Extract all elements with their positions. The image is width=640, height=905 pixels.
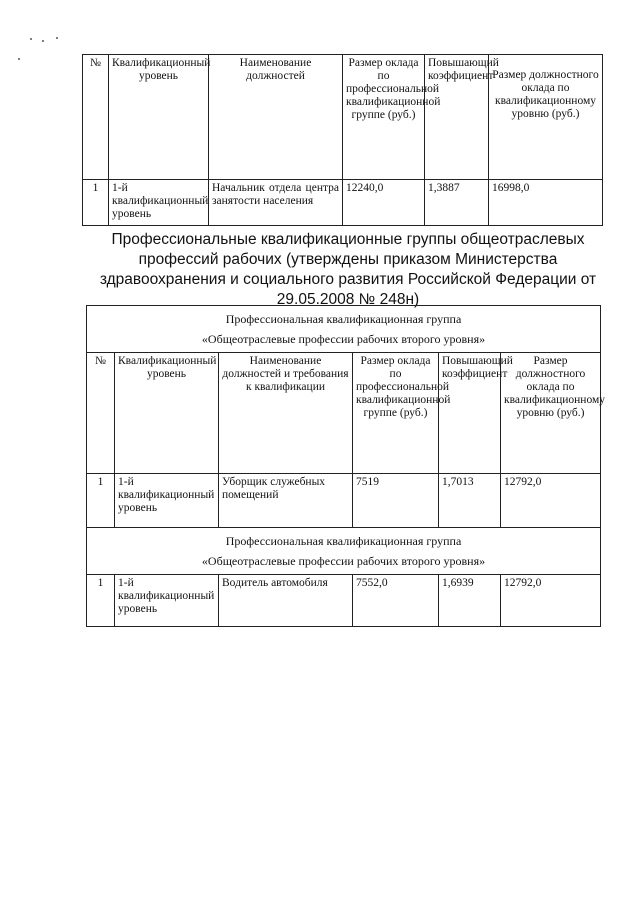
group-title-line1: Профессиональная квалификационная группа (225, 534, 462, 548)
cell-level: 1-й квалификационный уровень (115, 575, 219, 627)
scan-speck (42, 40, 44, 42)
cell-total: 16998,0 (489, 180, 603, 226)
cell-num: 1 (87, 575, 115, 627)
group-title (87, 306, 601, 353)
section-heading: Профессиональные квалификационные группы общеотраслевых профессий рабочих (утверждены приказом Министерства здравоохранения и социального развития Российской Федерации от 29.05.2008 № 248н) (99, 231, 597, 308)
cell-num: 1 (83, 180, 109, 226)
header-num: № (83, 55, 109, 180)
header-position: Наименование должностей (209, 55, 343, 180)
header-total: Размер должностного оклада по квалификационному уровню (руб.) (501, 353, 601, 474)
header-total: Размер должностного оклада по квалификационному уровню (руб.) (489, 55, 603, 180)
table-header-row (83, 55, 603, 180)
cell-coef: 1,7013 (439, 474, 501, 528)
cell-position: Уборщик служебных помещений (219, 474, 353, 528)
cell-coef: 1,3887 (425, 180, 489, 226)
header-coef: Повышающий коэффициент (439, 353, 501, 474)
salary-table-1 (82, 54, 603, 226)
header-salary: Размер оклада по профессиональной квалификационной группе (руб.) (353, 353, 439, 474)
table-row (83, 180, 603, 226)
cell-num: 1 (87, 474, 115, 528)
header-num: № (87, 353, 115, 474)
table-row (87, 474, 601, 528)
table-row (87, 575, 601, 627)
cell-total: 12792,0 (501, 575, 601, 627)
header-level: Квалификационный уровень (109, 55, 209, 180)
cell-salary: 7552,0 (353, 575, 439, 627)
group-title (87, 528, 601, 575)
cell-level: 1-й квалификационный уровень (115, 474, 219, 528)
scan-speck (18, 58, 20, 60)
salary-table-2 (86, 305, 606, 627)
group-title-row (87, 306, 601, 353)
cell-salary: 12240,0 (343, 180, 425, 226)
cell-level: 1-й квалификационный уровень (109, 180, 209, 226)
header-coef: Повышающий коэффициент (425, 55, 489, 180)
group-title-line1: Профессиональная квалификационная группа (225, 312, 462, 326)
header-level: Квалификационный уровень (115, 353, 219, 474)
group-title-line2: «Общеотраслевые профессии рабочих второго уровня» (201, 554, 486, 568)
header-salary: Размер оклада по профессиональной квалификационной группе (руб.) (343, 55, 425, 180)
cell-position: Водитель автомобиля (219, 575, 353, 627)
table-header-row (87, 353, 601, 474)
cell-salary: 7519 (353, 474, 439, 528)
cell-coef: 1,6939 (439, 575, 501, 627)
header-position: Наименование должностей и требования к квалификации (219, 353, 353, 474)
group-title-row (87, 528, 601, 575)
scan-speck (56, 37, 58, 39)
cell-total: 12792,0 (501, 474, 601, 528)
group-title-line2: «Общеотраслевые профессии рабочих второго уровня» (201, 332, 486, 346)
scan-speck (30, 38, 32, 40)
cell-position: Начальник отдела центра занятости населения (209, 180, 343, 226)
